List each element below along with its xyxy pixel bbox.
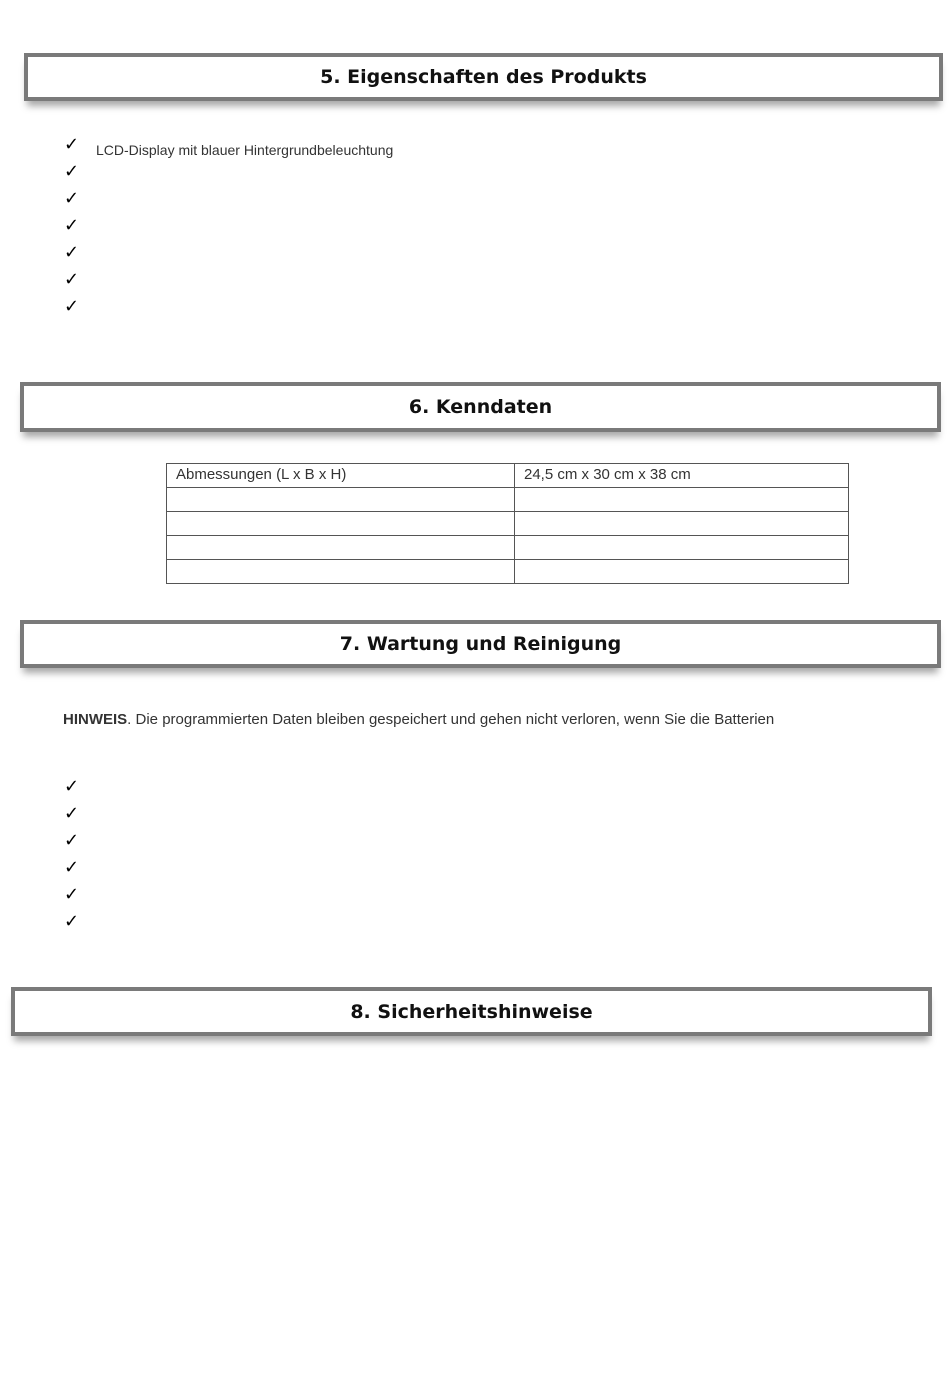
check-icon: ✓ [64,161,80,182]
table-row [167,536,849,560]
check-icon: ✓ [64,215,80,236]
table-cell [167,488,515,512]
check-icon: ✓ [64,911,80,932]
table-row [167,560,849,584]
section-5-header [24,53,943,101]
section-7-title: 7. Wartung und Reinigung [339,633,622,655]
section-6-title: 6. Kenndaten [408,396,553,418]
check-icon: ✓ [64,134,80,155]
section-7-header [20,620,941,668]
section-5-title: 5. Eigenschaften des Produkts [320,66,647,88]
check-icon: ✓ [64,857,80,878]
table-cell [167,536,515,560]
table-row [167,512,849,536]
check-icon: ✓ [64,830,80,851]
note-text: Die programmierten Daten bleiben gespeichert und gehen nicht verloren, wenn Sie die Batterien [135,711,775,728]
table-cell [515,488,849,512]
feature-item-1-text: LCD-Display mit blauer Hintergrundbeleuchtung [96,142,394,158]
check-icon: ✓ [64,269,80,290]
table-cell [515,560,849,584]
check-icon: ✓ [64,776,80,797]
check-icon: ✓ [64,803,80,824]
feature-item-1 [96,142,456,158]
table-cell [515,512,849,536]
spec-value: 24,5 cm x 30 cm x 38 cm [524,466,691,483]
table-cell [167,464,515,488]
specs-table [166,463,849,584]
check-icon: ✓ [64,242,80,263]
check-icon: ✓ [64,296,80,317]
table-cell [515,464,849,488]
maintenance-note: HINWEIS. Die programmierten Daten bleiben gespeichert und gehen nicht verloren, wenn Sie die Batterien [63,711,775,728]
note-label: HINWEIS [63,711,128,728]
check-icon: ✓ [64,884,80,905]
table-row [167,464,849,488]
table-cell [167,512,515,536]
table-row [167,488,849,512]
section-6-header [20,382,941,432]
spec-label: Abmessungen (L x B x H) [176,466,347,483]
table-cell [515,536,849,560]
check-icon: ✓ [64,188,80,209]
section-8-title: 8. Sicherheitshinweise [350,1000,593,1023]
section-8-header [11,987,932,1036]
table-cell [167,560,515,584]
